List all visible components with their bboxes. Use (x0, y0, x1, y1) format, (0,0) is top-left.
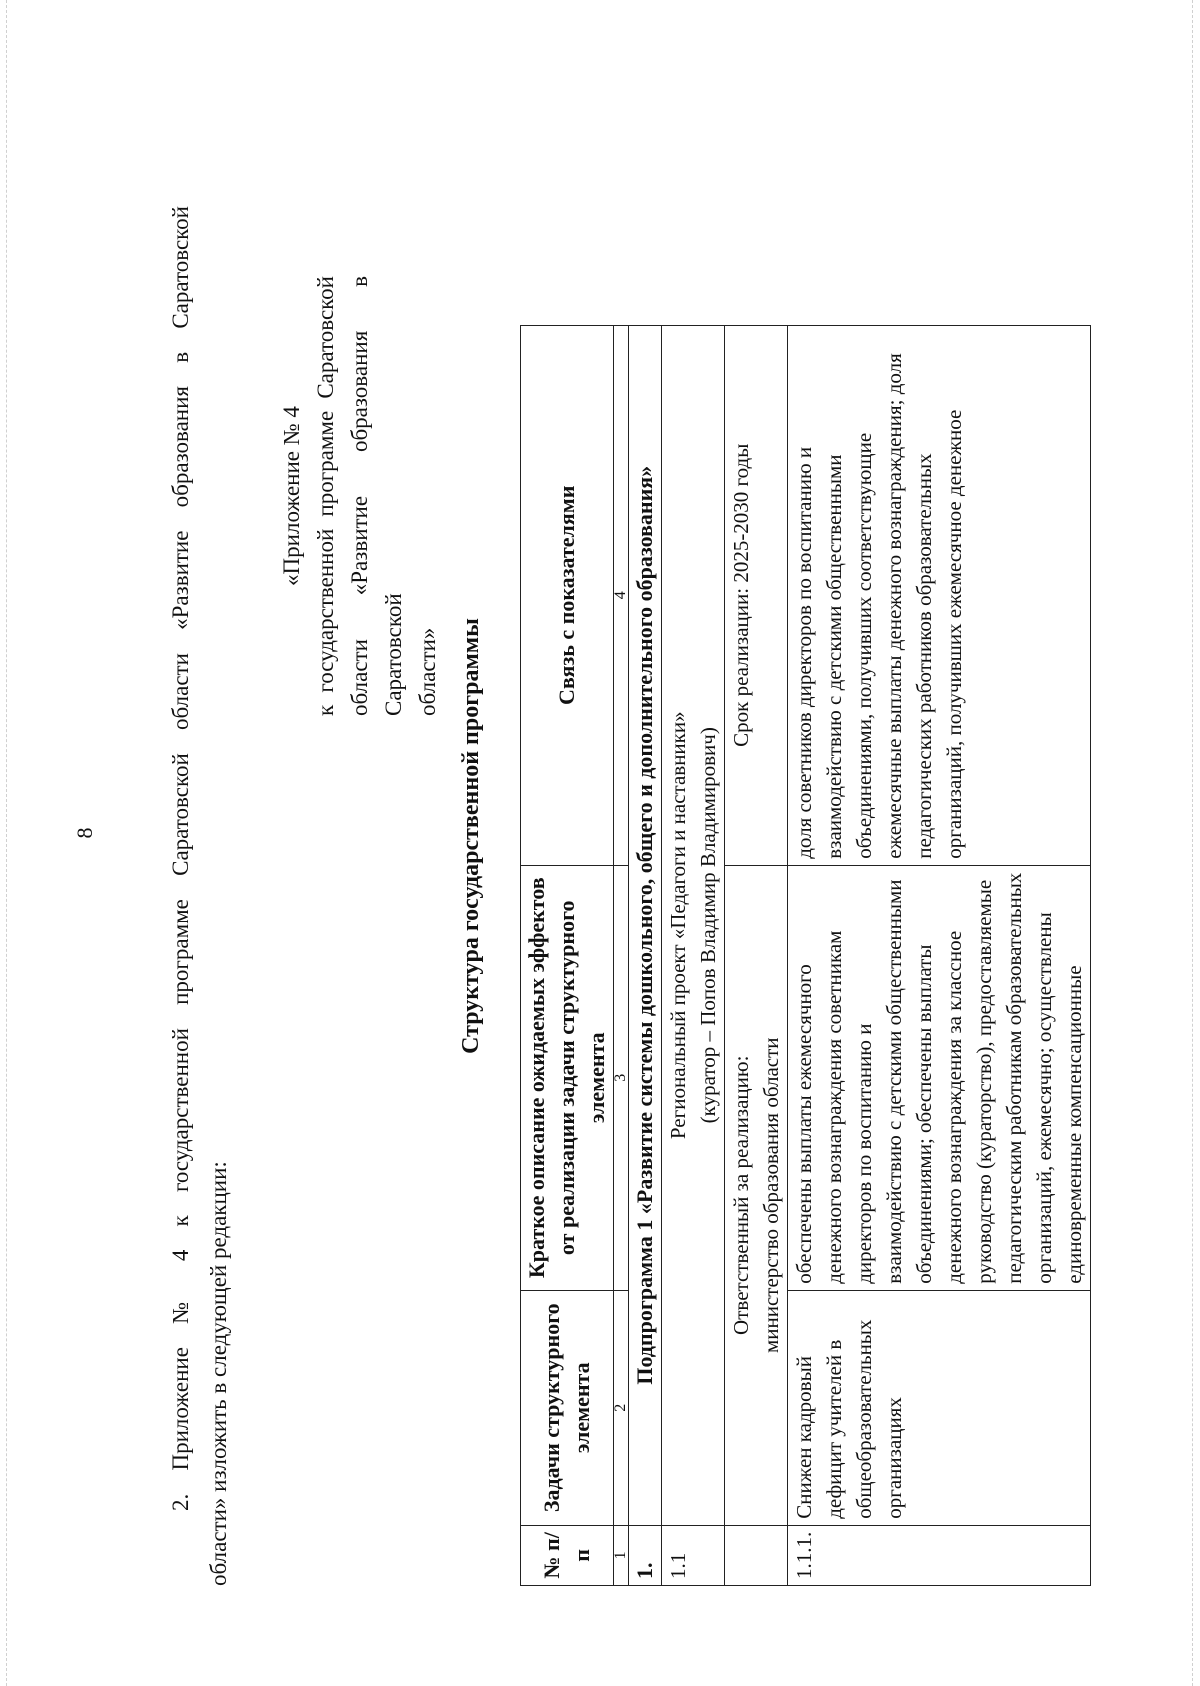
intro-line-1: 2. Приложение № 4 к государственной программе Саратовской области «Развитие образования в Саратовской (168, 206, 193, 1511)
subprogram-title: Подпрограмма 1 «Развитие системы дошкольного, общего и дополнительного образования» (629, 325, 662, 1525)
structure-table (520, 325, 1091, 1586)
appendix-line-3: области» (415, 627, 440, 716)
project-title: Региональный проект «Педагоги и наставники» (666, 711, 690, 1140)
appendix-line-2: области «Развитие образования в Саратовской (347, 276, 406, 716)
responsible-ministry: министерство образования области (759, 1037, 783, 1354)
table-row (788, 325, 1091, 1585)
table-header-row (521, 325, 614, 1585)
intro-line-2: области» изложить в следующей редакции: (206, 1161, 231, 1586)
row-num: 1.1.1. (788, 1525, 1091, 1585)
row-effects: обеспечены выплаты ежемесячного денежного вознаграждения советникам директоров по воспитанию и взаимодействию с детскими общественными объединениями; обеспечены выплаты денежного вознаграждения за классное руководство (кураторство), предоставляемые педагогическим работникам образовательных организаций, ежемесячно; осуществлены единовременные компенсационные (788, 865, 1091, 1290)
header-num: № п/п (521, 1525, 614, 1585)
header-tasks: Задачи структурного элемента (521, 1290, 614, 1525)
document-title: Структура государственной программы (458, 618, 484, 1054)
intro-paragraph (162, 206, 238, 1586)
col-number: 4 (614, 325, 629, 865)
appendix-header (275, 276, 445, 716)
header-effects: Краткое описание ожидаемых эффектов от реализации задачи структурного элемента (521, 865, 614, 1290)
appendix-line-1: к государственной программе Саратовской (313, 276, 338, 716)
header-link: Связь с показателями (521, 325, 614, 865)
row-link: доля советников директоров по воспитанию и взаимодействию с детскими общественными объединениями, получивших соответствующие ежемесячные выплаты денежного вознаграждения; доля педагогических работников образовательных организаций, получивших ежемесячное денежное (788, 325, 1091, 865)
column-number-row (614, 325, 629, 1585)
col-number: 2 (614, 1290, 629, 1525)
responsible-empty (725, 1525, 788, 1585)
responsible-cell (725, 865, 788, 1525)
responsible-row (725, 325, 788, 1585)
subprogram-num: 1. (629, 1525, 662, 1585)
project-row (662, 325, 725, 1585)
responsible-label: Ответственный за реализацию: (729, 1055, 753, 1335)
implementation-term: Срок реализации: 2025-2030 годы (725, 325, 788, 865)
col-number: 1 (614, 1525, 629, 1585)
row-task: Снижен кадровый дефицит учителей в общеобразовательных организациях (788, 1290, 1091, 1525)
project-curator: (куратор – Попов Владимир Владимирович) (696, 727, 720, 1124)
col-number: 3 (614, 865, 629, 1290)
appendix-title: «Приложение № 4 (279, 406, 304, 586)
page-number: 8 (72, 827, 97, 839)
project-cell (662, 325, 725, 1525)
project-num: 1.1 (662, 1525, 725, 1585)
subprogram-row (629, 325, 662, 1585)
